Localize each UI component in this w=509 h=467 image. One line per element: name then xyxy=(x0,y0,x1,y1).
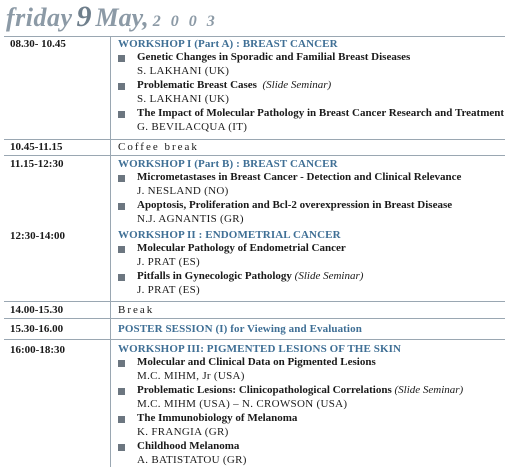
row-divider xyxy=(4,139,505,140)
row-divider xyxy=(4,155,505,156)
talk-speaker: J. PRAT (ES) xyxy=(137,256,200,268)
time-slot: 16:00-18:30 xyxy=(10,344,65,356)
talk-title: The Immunobiology of Melanoma xyxy=(137,412,298,424)
talk-title: Micrometastases in Breast Cancer - Detection and Clinical Relevance xyxy=(137,171,462,183)
page-header xyxy=(6,0,218,34)
bullet-icon xyxy=(118,416,125,423)
talk-speaker: A. BATISTATOU (GR) xyxy=(137,454,247,466)
column-divider xyxy=(110,37,111,139)
talk-title: Problematic Lesions: Clinicopathological Correlations (Slide Seminar) xyxy=(137,384,464,396)
row-divider xyxy=(4,318,505,319)
talk-title: Molecular Pathology of Endometrial Cancer xyxy=(137,242,346,254)
talk-speaker: S. LAKHANI (UK) xyxy=(137,93,230,105)
bullet-icon xyxy=(118,444,125,451)
bullet-icon xyxy=(118,246,125,253)
bullet-icon xyxy=(118,55,125,62)
time-slot: 11.15-12:30 xyxy=(10,158,64,170)
session-title: WORKSHOP II : ENDOMETRIAL CANCER xyxy=(118,229,341,241)
talk-title: Childhood Melanoma xyxy=(137,440,240,452)
talk-title: Pitfalls in Gynecologic Pathology (Slide Seminar) xyxy=(137,270,364,282)
bullet-icon xyxy=(118,111,125,118)
talk-speaker: K. FRANGIA (GR) xyxy=(137,426,229,438)
talk-title: Genetic Changes in Sporadic and Familial Breast Diseases xyxy=(137,51,411,63)
bullet-icon xyxy=(118,388,125,395)
talk-title: The Impact of Molecular Pathology in Breast Cancer Research and Treatment xyxy=(137,107,505,119)
bullet-icon xyxy=(118,175,125,182)
header-month: May, xyxy=(95,3,149,32)
row-divider xyxy=(4,339,505,340)
column-divider xyxy=(110,319,111,339)
coffee-break-label: Coffee break xyxy=(118,141,199,153)
talk-title: Problematic Breast Cases (Slide Seminar) xyxy=(137,79,332,91)
bullet-icon xyxy=(118,203,125,210)
session-title: WORKSHOP I (Part A) : BREAST CANCER xyxy=(118,38,338,50)
row-divider xyxy=(4,36,505,37)
column-divider xyxy=(110,156,111,301)
talk-speaker: J. NESLAND (NO) xyxy=(137,185,229,197)
talk-speaker: N.J. AGNANTIS (GR) xyxy=(137,213,244,225)
poster-session-title: POSTER SESSION (I) for Viewing and Evaluation xyxy=(118,323,362,335)
time-slot: 12:30-14:00 xyxy=(10,230,65,242)
talk-speaker: J. PRAT (ES) xyxy=(137,284,200,296)
session-title: WORKSHOP III: PIGMENTED LESIONS OF THE SKIN xyxy=(118,343,402,355)
talk-title: Molecular and Clinical Data on Pigmented Lesions xyxy=(137,356,376,368)
column-divider xyxy=(110,340,111,467)
time-slot: 14.00-15.30 xyxy=(10,304,64,316)
talk-speaker: M.C. MIHM, Jr (USA) xyxy=(137,370,245,382)
bullet-icon xyxy=(118,83,125,90)
session-title: WORKSHOP I (Part B) : BREAST CANCER xyxy=(118,158,338,170)
time-slot: 08.30- 10.45 xyxy=(10,38,66,50)
break-label: Break xyxy=(118,304,155,316)
bullet-icon xyxy=(118,274,125,281)
time-slot: 15.30-16.00 xyxy=(10,323,64,335)
column-divider xyxy=(110,140,111,155)
time-slot: 10.45-11.15 xyxy=(10,141,63,153)
talk-speaker: S. LAKHANI (UK) xyxy=(137,65,230,77)
talk-title: Apoptosis, Proliferation and Bcl-2 overexpression in Breast Disease xyxy=(137,199,453,211)
column-divider xyxy=(110,302,111,318)
talk-speaker: G. BEVILACQUA (IT) xyxy=(137,121,248,133)
header-day: friday xyxy=(6,3,73,32)
bullet-icon xyxy=(118,360,125,367)
talk-speaker: M.C. MIHM (USA) – N. CROWSON (USA) xyxy=(137,398,348,410)
header-date-number: 9 xyxy=(76,0,92,33)
header-year: 2 0 0 3 xyxy=(152,13,218,30)
row-divider xyxy=(4,301,505,302)
